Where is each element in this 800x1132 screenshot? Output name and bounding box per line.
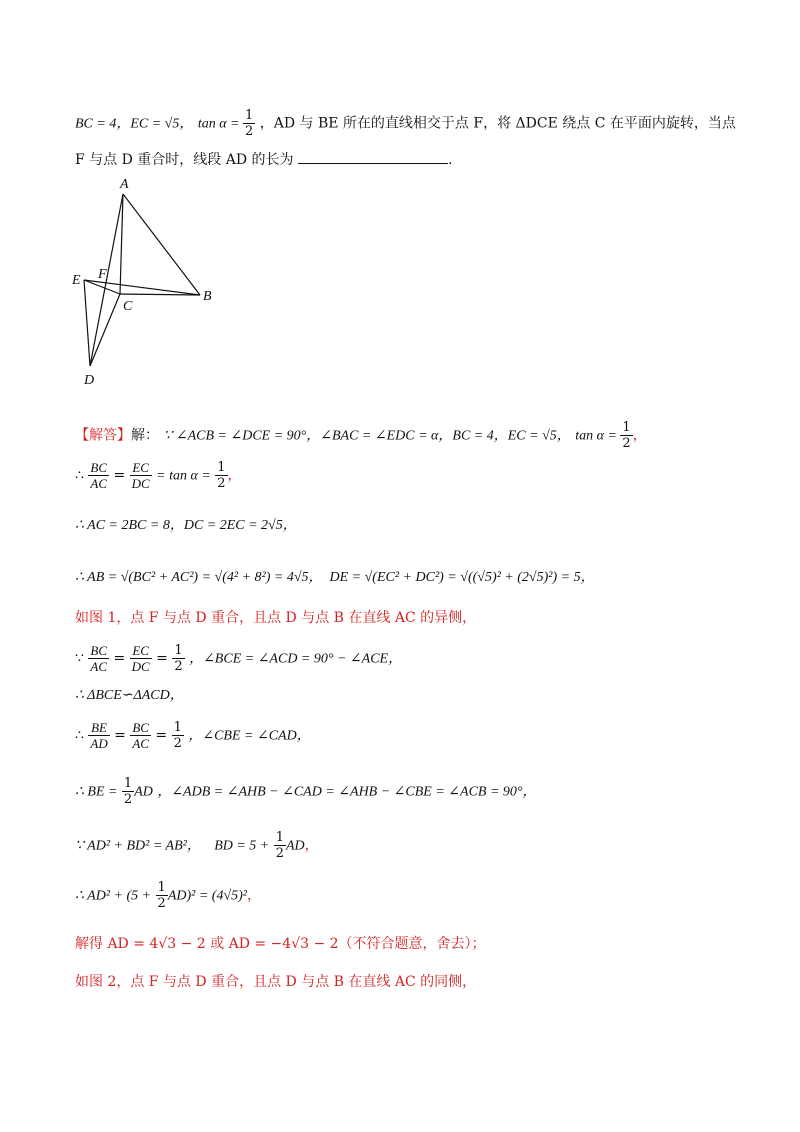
- problem-tan-fraction: $\frac{1}{2}$: [245, 108, 254, 139]
- solution-line-3: ∴ AC = 2BC = 8，DC = 2EC = 2√5，: [75, 518, 297, 533]
- label-c: C: [123, 299, 133, 314]
- solution-line-7: ∴ ΔBCE∽ΔACD，: [75, 688, 184, 703]
- segment-ed: [84, 280, 90, 366]
- solution-line-2: ∴ $\frac{BC}{AC}$ = $\frac{EC}{DC}$ = tan α = $\frac{1}{2}$ ，: [75, 460, 242, 491]
- solution-case-2: 如图 2，点 F 与点 D 重合，且点 D 与点 B 在直线 AC 的同侧，: [75, 974, 477, 990]
- problem-given: BC = 4，EC = √5，: [75, 116, 194, 132]
- solution-line-9: ∴ BE = $\frac{1}{2}$ AD ，∠ADB = ∠AHB − ∠CAD = ∠AHB − ∠CBE = ∠ACB = 90°，: [75, 776, 537, 807]
- solution-line-1: 【解答】解： ∵ ∠ACB = ∠DCE = 90°，∠BAC = ∠EDC = α，BC = 4，EC = √5， tan α = $\frac{1}{2}$ ，: [75, 420, 647, 451]
- problem-line-2: F 与点 D 重合时，线段 AD 的长为 .: [75, 152, 453, 168]
- solution-line-8: ∴ $\frac{BE}{AD}$ = $\frac{BC}{AC}$ = $\frac{1}{2}$ ，∠CBE = ∠CAD，: [75, 720, 311, 751]
- label-a: A: [120, 177, 129, 192]
- problem-question: F 与点 D 重合时，线段 AD 的长为: [75, 152, 294, 168]
- geometry-figure: [60, 170, 240, 390]
- label-b: B: [203, 289, 212, 304]
- answer-blank[interactable]: [298, 151, 448, 164]
- problem-line-1: [75, 108, 736, 139]
- solution-line-10: ∵ AD² + BD² = AB²， BD = 5 + $\frac{1}{2}$ AD，: [75, 830, 319, 861]
- problem-tan: tan α =: [197, 116, 243, 132]
- solution-line-11: ∴ AD² + (5 + $\frac{1}{2}$ AD)² = (4√5)²，: [75, 880, 261, 911]
- label-f: F: [98, 267, 107, 282]
- solution-tag: 【解答】: [75, 427, 131, 444]
- segment-eb: [84, 280, 200, 295]
- segment-cb: [120, 294, 200, 295]
- solution-line-4: ∴ AB = √(BC² + AC²) = √(4² + 8²) = 4√5， DE = √(EC² + DC²) = √((√5)² + (2√5)²) = 5，: [75, 570, 595, 585]
- segment-cd: [90, 294, 120, 366]
- problem-text: ，AD 与 BE 所在的直线相交于点 F，将 ΔDCE 绕点 C 在平面内旋转，当点: [259, 115, 736, 132]
- segment-ab: [123, 194, 200, 295]
- solution-case-1: 如图 1，点 F 与点 D 重合，且点 D 与点 B 在直线 AC 的异侧，: [75, 610, 477, 626]
- solution-result: 解得 AD = 4√3 − 2 或 AD = −4√3 − 2（不符合题意，舍去）；: [75, 936, 486, 952]
- solution-line-6: ∵ $\frac{BC}{AC}$ = $\frac{EC}{DC}$ = $\frac{1}{2}$ ，∠BCE = ∠ACD = 90° − ∠ACE，: [75, 643, 403, 674]
- label-d: D: [84, 373, 95, 388]
- solution-given: ∵ ∠ACB = ∠DCE = 90°，∠BAC = ∠EDC = α，BC = 4，EC = √5，: [163, 428, 571, 444]
- label-e: E: [72, 273, 81, 288]
